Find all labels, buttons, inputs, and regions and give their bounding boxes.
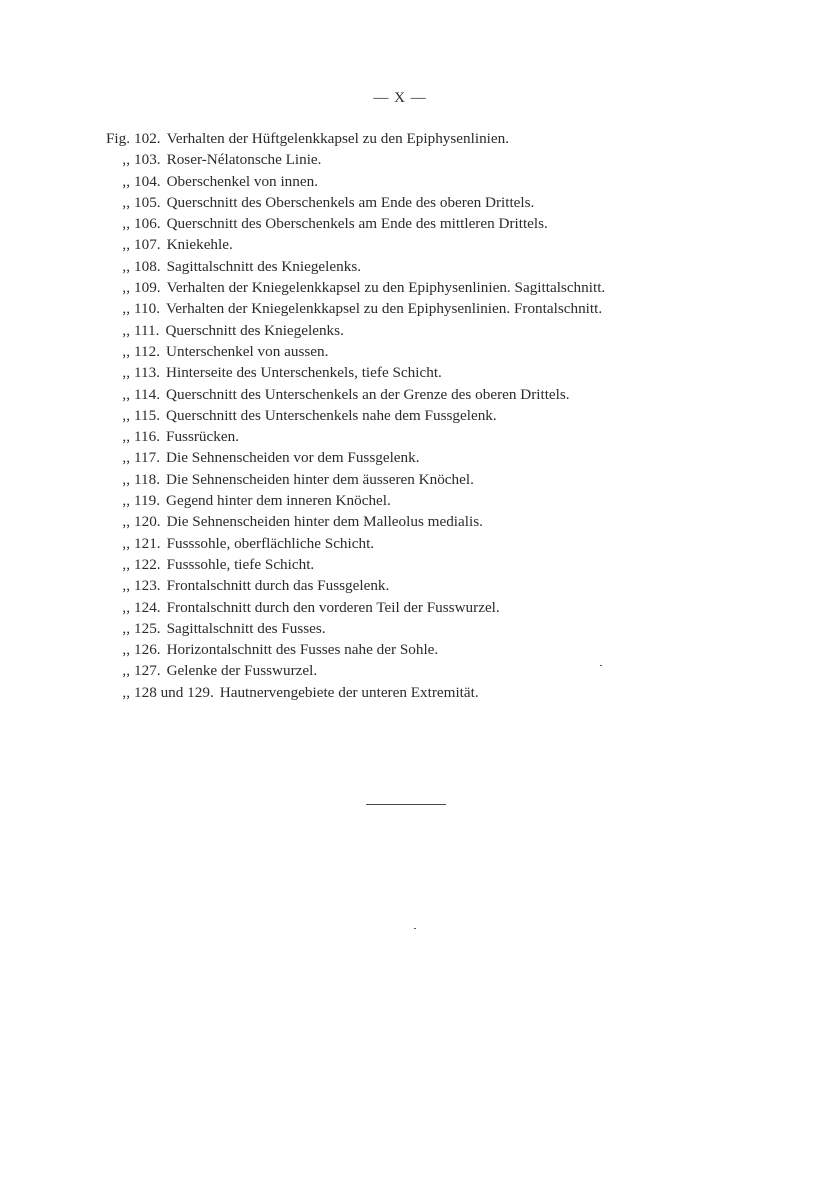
figure-entry bbox=[104, 469, 744, 490]
figure-number: 126. bbox=[134, 641, 161, 659]
figure-title: Hautnervengebiete der unteren Extremität. bbox=[219, 683, 479, 701]
figure-prefix: ,, bbox=[122, 619, 130, 637]
figure-title: Unterschenkel von aussen. bbox=[166, 342, 329, 360]
figure-title: Kniekehle. bbox=[166, 236, 233, 254]
figure-number: 115. bbox=[134, 406, 161, 424]
figure-number: 107. bbox=[134, 236, 161, 254]
figure-prefix: ,, bbox=[122, 513, 130, 531]
figure-title: Die Sehnenscheiden hinter dem äusseren Knöchel. bbox=[166, 470, 474, 488]
figure-number: 103. bbox=[134, 151, 161, 169]
figure-number: 116. bbox=[134, 428, 161, 446]
figure-entry bbox=[104, 405, 744, 426]
figure-title: Verhalten der Kniegelenkkapsel zu den Epiphysenlinien. Sagittalschnitt. bbox=[166, 279, 606, 297]
figure-prefix: ,, bbox=[122, 193, 130, 211]
figure-title: Querschnitt des Unterschenkels an der Grenze des oberen Drittels. bbox=[166, 385, 570, 403]
figure-title: Sagittalschnitt des Fusses. bbox=[166, 619, 326, 637]
figure-entry bbox=[104, 682, 744, 703]
figure-entry bbox=[104, 298, 744, 319]
figure-title: Frontalschnitt durch das Fussgelenk. bbox=[166, 577, 390, 595]
figure-prefix: ,, bbox=[122, 470, 130, 488]
figure-entry bbox=[104, 320, 744, 341]
figure-number: 112. bbox=[134, 342, 161, 360]
figure-title: Querschnitt des Kniegelenks. bbox=[165, 321, 344, 339]
figure-entry bbox=[104, 256, 744, 277]
figure-prefix: ,, bbox=[122, 215, 130, 233]
figure-prefix: ,, bbox=[122, 662, 130, 680]
figure-title: Querschnitt des Oberschenkels am Ende des oberen Drittels. bbox=[166, 193, 535, 211]
figure-entry bbox=[104, 597, 744, 618]
figure-title: Roser-Nélatonsche Linie. bbox=[166, 151, 322, 169]
figure-list bbox=[104, 128, 744, 703]
figure-prefix: ,, bbox=[122, 321, 130, 339]
figure-title: Oberschenkel von innen. bbox=[166, 172, 318, 190]
figure-prefix: ,, bbox=[122, 364, 130, 382]
figure-title: Querschnitt des Unterschenkels nahe dem Fussgelenk. bbox=[166, 406, 497, 424]
figure-number: 117. bbox=[134, 449, 161, 467]
figure-prefix: ,, bbox=[122, 300, 130, 318]
figure-number: 127. bbox=[134, 662, 161, 680]
figure-entry bbox=[104, 213, 744, 234]
figure-entry bbox=[104, 192, 744, 213]
figure-prefix: ,, bbox=[122, 151, 130, 169]
figure-entry bbox=[104, 384, 744, 405]
figure-entry bbox=[104, 554, 744, 575]
figure-entry bbox=[104, 490, 744, 511]
figure-prefix: ,, bbox=[122, 449, 130, 467]
figure-title: Die Sehnenscheiden hinter dem Malleolus medialis. bbox=[166, 513, 483, 531]
figure-entry bbox=[104, 128, 744, 149]
figure-prefix: ,, bbox=[122, 279, 130, 297]
section-divider bbox=[366, 804, 446, 805]
figure-prefix: ,, bbox=[122, 385, 130, 403]
figure-title: Die Sehnenscheiden vor dem Fussgelenk. bbox=[166, 449, 420, 467]
figure-number: 122. bbox=[134, 555, 161, 573]
figure-title: Hinterseite des Unterschenkels, tiefe Schicht. bbox=[166, 364, 442, 382]
figure-title: Fusssohle, oberflächliche Schicht. bbox=[166, 534, 375, 552]
figure-number: 123. bbox=[134, 577, 161, 595]
figure-number: 102. bbox=[134, 130, 161, 147]
figure-number: 125. bbox=[134, 619, 161, 637]
figure-title: Querschnitt des Oberschenkels am Ende des mittleren Drittels. bbox=[166, 215, 548, 233]
figure-prefix: ,, bbox=[122, 683, 130, 701]
figure-number: 106. bbox=[134, 215, 161, 233]
figure-title: Sagittalschnitt des Kniegelenks. bbox=[166, 257, 362, 275]
figure-prefix: Fig. bbox=[105, 130, 130, 147]
figure-entry bbox=[104, 660, 744, 681]
figure-title: Gegend hinter dem inneren Knöchel. bbox=[166, 492, 391, 510]
figure-prefix: ,, bbox=[122, 598, 130, 616]
figure-number: 111. bbox=[134, 321, 160, 339]
figure-number: 108. bbox=[134, 257, 161, 275]
figure-prefix: ,, bbox=[122, 492, 130, 510]
figure-prefix: ,, bbox=[122, 172, 130, 190]
figure-entry bbox=[104, 362, 744, 383]
figure-entry bbox=[104, 171, 744, 192]
figure-number: 105. bbox=[134, 193, 161, 211]
figure-title: Frontalschnitt durch den vorderen Teil der Fusswurzel. bbox=[166, 598, 500, 616]
ink-speck bbox=[414, 928, 416, 929]
figure-title: Fussrücken. bbox=[166, 428, 239, 446]
figure-entry bbox=[104, 575, 744, 596]
figure-entry bbox=[104, 426, 744, 447]
figure-number: 120. bbox=[134, 513, 161, 531]
figure-entry bbox=[104, 447, 744, 468]
figure-number: 119. bbox=[134, 492, 161, 510]
figure-title: Verhalten der Kniegelenkkapsel zu den Epiphysenlinien. Frontalschnitt. bbox=[166, 300, 603, 318]
figure-entry bbox=[104, 511, 744, 532]
page-number: — X — bbox=[373, 90, 427, 106]
figure-prefix: ,, bbox=[122, 428, 130, 446]
figure-prefix: ,, bbox=[122, 641, 130, 659]
figure-entry bbox=[104, 149, 744, 170]
figure-prefix: ,, bbox=[122, 406, 130, 424]
figure-number: 128 und 129. bbox=[134, 683, 214, 701]
figure-prefix: ,, bbox=[122, 555, 130, 573]
figure-title: Gelenke der Fusswurzel. bbox=[166, 662, 318, 680]
figure-number: 124. bbox=[134, 598, 161, 616]
figure-number: 109. bbox=[134, 279, 161, 297]
figure-prefix: ,, bbox=[122, 342, 130, 360]
figure-entry bbox=[104, 533, 744, 554]
figure-number: 118. bbox=[134, 470, 161, 488]
figure-title: Fusssohle, tiefe Schicht. bbox=[166, 555, 315, 573]
figure-number: 104. bbox=[134, 172, 161, 190]
figure-title: Horizontalschnitt des Fusses nahe der Sohle. bbox=[166, 641, 439, 659]
figure-entry bbox=[104, 639, 744, 660]
figure-entry bbox=[104, 277, 744, 298]
figure-prefix: ,, bbox=[122, 577, 130, 595]
figure-entry bbox=[104, 618, 744, 639]
figure-prefix: ,, bbox=[122, 236, 130, 254]
figure-title: Verhalten der Hüftgelenkkapsel zu den Epiphysenlinien. bbox=[166, 130, 510, 147]
figure-entry bbox=[104, 341, 744, 362]
figure-prefix: ,, bbox=[122, 534, 130, 552]
figure-entry bbox=[104, 234, 744, 255]
figure-number: 110. bbox=[134, 300, 161, 318]
figure-number: 114. bbox=[134, 385, 161, 403]
figure-prefix: ,, bbox=[122, 257, 130, 275]
ink-speck bbox=[600, 665, 602, 666]
figure-number: 113. bbox=[134, 364, 161, 382]
figure-number: 121. bbox=[134, 534, 161, 552]
